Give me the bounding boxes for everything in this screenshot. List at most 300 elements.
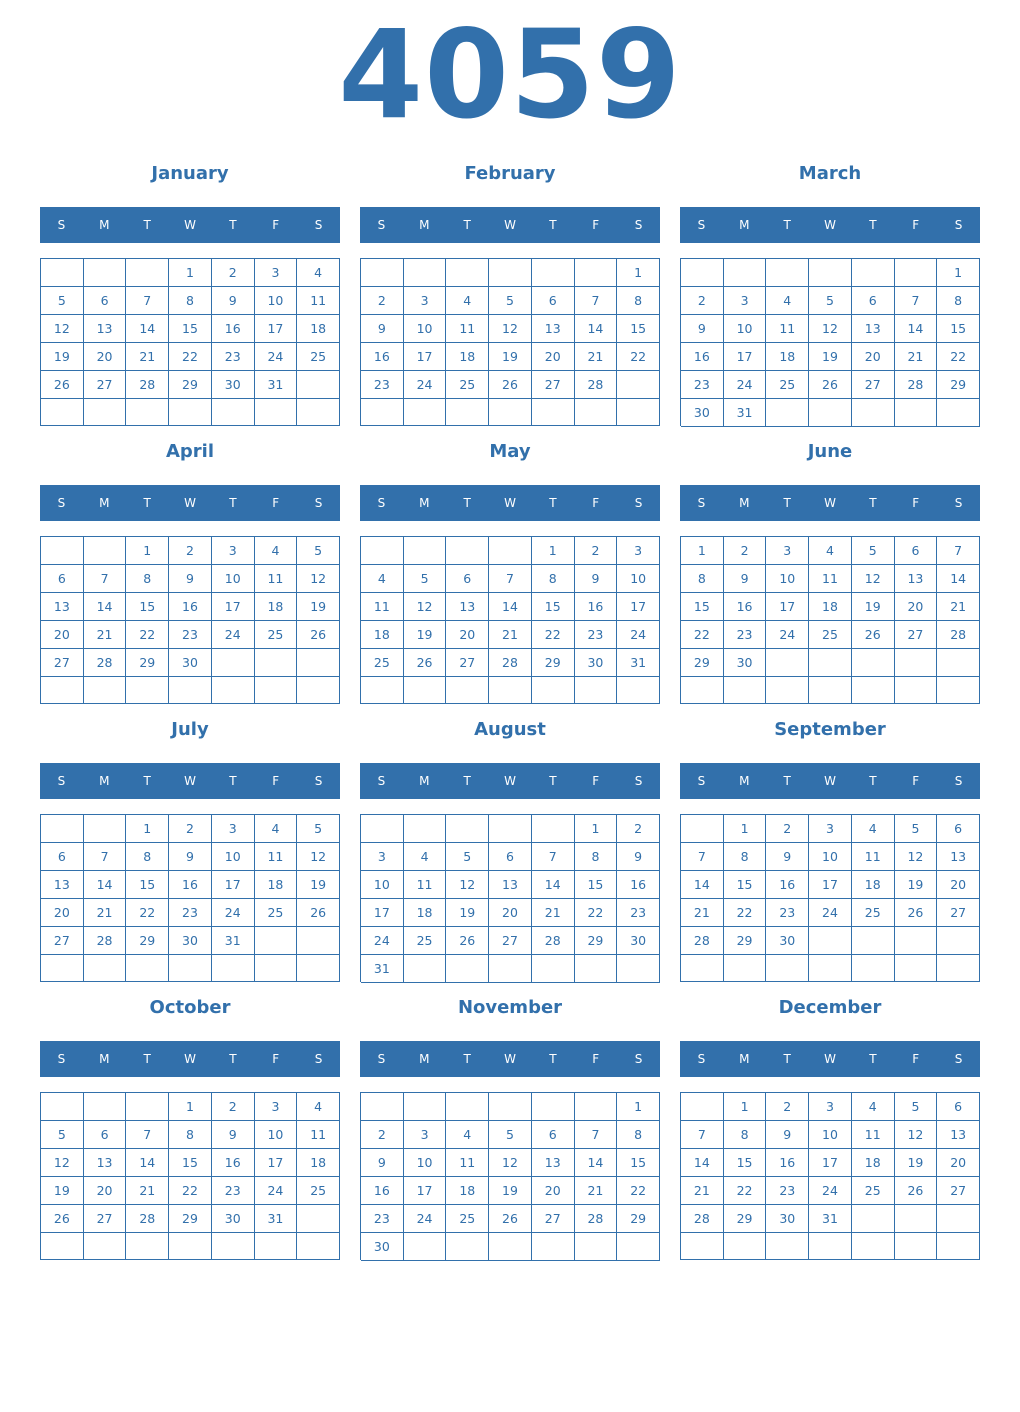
weekday-header: S <box>954 496 963 510</box>
day-cell: 16 <box>212 315 255 343</box>
weekday-header: M <box>99 218 110 232</box>
day-cell: 3 <box>809 1093 852 1121</box>
month-title: October <box>149 997 231 1018</box>
day-cell: 24 <box>404 371 447 399</box>
weekday-header: F <box>912 774 920 788</box>
day-cell: 10 <box>766 565 809 593</box>
weekday-header-row <box>680 763 980 799</box>
day-cell: 8 <box>532 565 575 593</box>
day-cell: 12 <box>809 315 852 343</box>
day-cell: 14 <box>489 593 532 621</box>
day-cell: 1 <box>126 815 169 843</box>
empty-day-cell <box>617 371 660 399</box>
day-cell: 13 <box>852 315 895 343</box>
day-cell: 28 <box>681 927 724 955</box>
empty-day-cell <box>766 677 809 704</box>
weekday-header: M <box>99 1052 110 1066</box>
empty-day-cell <box>489 955 532 983</box>
day-cell: 26 <box>489 371 532 399</box>
empty-day-cell <box>169 955 212 982</box>
empty-day-cell <box>681 955 724 982</box>
empty-day-cell <box>404 677 447 704</box>
day-cell: 4 <box>852 815 895 843</box>
weekday-header: S <box>634 1052 643 1066</box>
day-cell: 5 <box>404 565 447 593</box>
day-cell: 25 <box>255 621 298 649</box>
day-cell: 8 <box>126 565 169 593</box>
day-cell: 20 <box>895 593 938 621</box>
day-cell: 22 <box>126 899 169 927</box>
day-cell: 23 <box>766 1177 809 1205</box>
day-cell: 12 <box>297 565 340 593</box>
empty-day-cell <box>212 955 255 982</box>
day-cell: 4 <box>255 815 298 843</box>
empty-day-cell <box>681 1093 724 1121</box>
weekday-header-row <box>360 1041 660 1077</box>
empty-day-cell <box>766 955 809 982</box>
day-cell: 30 <box>212 1205 255 1233</box>
empty-day-cell <box>895 927 938 955</box>
empty-day-cell <box>895 399 938 427</box>
day-cell: 13 <box>446 593 489 621</box>
empty-day-cell <box>297 1233 340 1260</box>
empty-day-cell <box>532 259 575 287</box>
weekday-header: T <box>463 218 471 232</box>
weekday-header-row <box>40 485 340 521</box>
weekday-header-row <box>40 763 340 799</box>
month-september <box>680 718 980 982</box>
empty-day-cell <box>766 1233 809 1260</box>
day-cell: 22 <box>126 621 169 649</box>
weekday-header: F <box>912 1052 920 1066</box>
weekday-header: T <box>143 774 151 788</box>
day-cell: 20 <box>532 1177 575 1205</box>
day-cell: 19 <box>404 621 447 649</box>
day-cell: 2 <box>169 537 212 565</box>
empty-day-cell <box>446 955 489 983</box>
day-cell: 27 <box>937 1177 980 1205</box>
day-cell: 14 <box>532 871 575 899</box>
empty-day-cell <box>617 1233 660 1261</box>
day-cell: 13 <box>489 871 532 899</box>
empty-day-cell <box>766 259 809 287</box>
day-cell: 8 <box>169 287 212 315</box>
empty-day-cell <box>126 677 169 704</box>
day-cell: 25 <box>446 1205 489 1233</box>
day-cell: 16 <box>724 593 767 621</box>
day-cell: 25 <box>446 371 489 399</box>
weekday-header: T <box>783 774 791 788</box>
day-cell: 7 <box>575 287 618 315</box>
day-cell: 6 <box>84 287 127 315</box>
day-cell: 22 <box>937 343 980 371</box>
weekday-header: F <box>592 496 600 510</box>
day-cell: 10 <box>255 287 298 315</box>
day-cell: 21 <box>937 593 980 621</box>
day-cell: 1 <box>617 259 660 287</box>
day-cell: 21 <box>681 899 724 927</box>
day-cell: 11 <box>255 565 298 593</box>
empty-day-cell <box>446 259 489 287</box>
day-cell: 14 <box>937 565 980 593</box>
empty-day-cell <box>255 649 298 677</box>
day-grid <box>40 1092 340 1260</box>
day-cell: 14 <box>575 1149 618 1177</box>
day-cell: 21 <box>532 899 575 927</box>
day-cell: 16 <box>361 1177 404 1205</box>
empty-day-cell <box>212 399 255 426</box>
weekday-header: T <box>143 218 151 232</box>
day-cell: 10 <box>212 565 255 593</box>
empty-day-cell <box>404 399 447 426</box>
weekday-header: W <box>824 774 836 788</box>
weekday-header: S <box>634 496 643 510</box>
day-cell: 15 <box>126 871 169 899</box>
day-cell: 14 <box>681 871 724 899</box>
day-cell: 23 <box>361 1205 404 1233</box>
month-title: December <box>778 997 882 1018</box>
day-cell: 16 <box>361 343 404 371</box>
empty-day-cell <box>681 259 724 287</box>
weekday-header: W <box>824 496 836 510</box>
empty-day-cell <box>809 259 852 287</box>
day-cell: 24 <box>809 1177 852 1205</box>
day-grid <box>360 1092 660 1260</box>
weekday-header: S <box>57 496 66 510</box>
empty-day-cell <box>895 1205 938 1233</box>
day-cell: 27 <box>895 621 938 649</box>
day-cell: 12 <box>41 1149 84 1177</box>
month-july <box>40 718 340 982</box>
day-cell: 1 <box>575 815 618 843</box>
day-cell: 18 <box>446 1177 489 1205</box>
day-cell: 17 <box>809 871 852 899</box>
day-cell: 29 <box>617 1205 660 1233</box>
empty-day-cell <box>681 815 724 843</box>
weekday-header: T <box>463 774 471 788</box>
empty-day-cell <box>809 399 852 427</box>
weekday-header: F <box>272 496 280 510</box>
day-cell: 22 <box>617 1177 660 1205</box>
day-cell: 5 <box>489 287 532 315</box>
month-december <box>680 996 980 1260</box>
day-cell: 7 <box>84 565 127 593</box>
weekday-header: F <box>592 218 600 232</box>
day-cell: 12 <box>852 565 895 593</box>
day-grid <box>680 258 980 426</box>
weekday-header: T <box>783 496 791 510</box>
day-cell: 20 <box>446 621 489 649</box>
day-cell: 9 <box>617 843 660 871</box>
day-cell: 29 <box>724 927 767 955</box>
weekday-header: T <box>143 1052 151 1066</box>
day-cell: 22 <box>169 343 212 371</box>
empty-day-cell <box>809 649 852 677</box>
day-cell: 27 <box>41 649 84 677</box>
day-cell: 26 <box>404 649 447 677</box>
day-cell: 12 <box>895 843 938 871</box>
day-cell: 12 <box>404 593 447 621</box>
day-cell: 18 <box>809 593 852 621</box>
empty-day-cell <box>255 677 298 704</box>
empty-day-cell <box>361 537 404 565</box>
weekday-header: T <box>229 774 237 788</box>
day-cell: 10 <box>361 871 404 899</box>
day-cell: 10 <box>404 315 447 343</box>
weekday-header-row <box>40 207 340 243</box>
weekday-header: M <box>99 496 110 510</box>
weekday-header: W <box>184 218 196 232</box>
day-cell: 3 <box>809 815 852 843</box>
month-june <box>680 440 980 704</box>
month-title: July <box>171 719 209 740</box>
month-title: January <box>151 163 229 184</box>
day-cell: 29 <box>126 927 169 955</box>
day-cell: 15 <box>937 315 980 343</box>
empty-day-cell <box>404 1093 447 1121</box>
day-cell: 26 <box>446 927 489 955</box>
day-cell: 30 <box>169 927 212 955</box>
day-cell: 13 <box>937 843 980 871</box>
day-cell: 1 <box>937 259 980 287</box>
empty-day-cell <box>84 537 127 565</box>
empty-day-cell <box>361 815 404 843</box>
day-cell: 2 <box>575 537 618 565</box>
day-cell: 15 <box>617 1149 660 1177</box>
day-cell: 25 <box>852 1177 895 1205</box>
day-cell: 21 <box>84 899 127 927</box>
weekday-header: S <box>954 218 963 232</box>
day-cell: 11 <box>255 843 298 871</box>
weekday-header: M <box>419 1052 430 1066</box>
weekday-header: M <box>739 496 750 510</box>
empty-day-cell <box>724 955 767 982</box>
empty-day-cell <box>169 677 212 704</box>
day-cell: 3 <box>617 537 660 565</box>
day-cell: 19 <box>489 343 532 371</box>
month-october <box>40 996 340 1260</box>
weekday-header: W <box>824 218 836 232</box>
weekday-header: S <box>954 774 963 788</box>
day-cell: 11 <box>766 315 809 343</box>
empty-day-cell <box>532 1093 575 1121</box>
empty-day-cell <box>297 927 340 955</box>
empty-day-cell <box>84 1233 127 1260</box>
day-cell: 19 <box>297 593 340 621</box>
empty-day-cell <box>361 259 404 287</box>
day-cell: 14 <box>84 593 127 621</box>
day-cell: 3 <box>404 1121 447 1149</box>
day-cell: 23 <box>212 343 255 371</box>
weekday-header: F <box>912 218 920 232</box>
day-cell: 31 <box>617 649 660 677</box>
empty-day-cell <box>255 927 298 955</box>
day-cell: 19 <box>852 593 895 621</box>
day-grid <box>680 814 980 982</box>
day-cell: 23 <box>617 899 660 927</box>
day-cell: 14 <box>84 871 127 899</box>
empty-day-cell <box>84 677 127 704</box>
day-cell: 11 <box>297 287 340 315</box>
day-cell: 7 <box>937 537 980 565</box>
day-cell: 16 <box>169 593 212 621</box>
weekday-header: M <box>739 774 750 788</box>
day-cell: 5 <box>446 843 489 871</box>
day-cell: 11 <box>404 871 447 899</box>
empty-day-cell <box>84 815 127 843</box>
day-cell: 17 <box>617 593 660 621</box>
day-cell: 8 <box>575 843 618 871</box>
day-cell: 30 <box>575 649 618 677</box>
weekday-header: S <box>634 774 643 788</box>
day-cell: 25 <box>255 899 298 927</box>
empty-day-cell <box>446 399 489 426</box>
weekday-header: S <box>314 774 323 788</box>
day-cell: 29 <box>169 1205 212 1233</box>
month-title: April <box>165 441 215 462</box>
weekday-header: T <box>783 1052 791 1066</box>
weekday-header: T <box>783 218 791 232</box>
weekday-header: T <box>229 1052 237 1066</box>
day-cell: 20 <box>937 871 980 899</box>
day-cell: 13 <box>84 1149 127 1177</box>
day-cell: 22 <box>724 1177 767 1205</box>
weekday-header: T <box>463 496 471 510</box>
day-cell: 17 <box>361 899 404 927</box>
month-title: May <box>489 441 531 462</box>
empty-day-cell <box>41 399 84 426</box>
day-cell: 28 <box>681 1205 724 1233</box>
empty-day-cell <box>41 1093 84 1121</box>
day-cell: 11 <box>852 1121 895 1149</box>
day-cell: 25 <box>809 621 852 649</box>
weekday-header: S <box>377 496 386 510</box>
day-cell: 26 <box>297 621 340 649</box>
empty-day-cell <box>446 537 489 565</box>
empty-day-cell <box>575 1233 618 1261</box>
day-cell: 7 <box>681 843 724 871</box>
day-cell: 18 <box>766 343 809 371</box>
weekday-header: T <box>463 1052 471 1066</box>
day-cell: 20 <box>41 621 84 649</box>
empty-day-cell <box>126 259 169 287</box>
day-cell: 7 <box>84 843 127 871</box>
day-cell: 3 <box>766 537 809 565</box>
day-cell: 26 <box>41 1205 84 1233</box>
day-cell: 9 <box>361 315 404 343</box>
day-cell: 5 <box>809 287 852 315</box>
empty-day-cell <box>297 399 340 426</box>
day-cell: 10 <box>617 565 660 593</box>
day-cell: 30 <box>724 649 767 677</box>
weekday-header: M <box>419 774 430 788</box>
weekday-header-row <box>360 763 660 799</box>
month-february <box>360 162 660 426</box>
day-cell: 22 <box>169 1177 212 1205</box>
day-cell: 23 <box>169 621 212 649</box>
day-cell: 21 <box>126 1177 169 1205</box>
empty-day-cell <box>809 677 852 704</box>
empty-day-cell <box>489 537 532 565</box>
month-title: February <box>464 163 556 184</box>
day-cell: 9 <box>681 315 724 343</box>
empty-day-cell <box>84 955 127 982</box>
empty-day-cell <box>41 537 84 565</box>
day-cell: 15 <box>724 1149 767 1177</box>
day-cell: 20 <box>84 343 127 371</box>
day-cell: 29 <box>681 649 724 677</box>
weekday-header: S <box>954 1052 963 1066</box>
day-cell: 27 <box>532 371 575 399</box>
day-cell: 14 <box>575 315 618 343</box>
day-cell: 21 <box>84 621 127 649</box>
day-cell: 20 <box>532 343 575 371</box>
day-cell: 6 <box>937 1093 980 1121</box>
empty-day-cell <box>532 1233 575 1261</box>
weekday-header: F <box>592 1052 600 1066</box>
day-cell: 14 <box>126 1149 169 1177</box>
empty-day-cell <box>895 677 938 704</box>
empty-day-cell <box>84 399 127 426</box>
empty-day-cell <box>809 955 852 982</box>
day-cell: 4 <box>404 843 447 871</box>
day-cell: 16 <box>766 1149 809 1177</box>
day-cell: 14 <box>681 1149 724 1177</box>
day-cell: 8 <box>724 843 767 871</box>
empty-day-cell <box>212 1233 255 1260</box>
day-cell: 23 <box>212 1177 255 1205</box>
day-cell: 7 <box>126 287 169 315</box>
day-cell: 26 <box>809 371 852 399</box>
day-cell: 19 <box>297 871 340 899</box>
day-cell: 27 <box>84 371 127 399</box>
empty-day-cell <box>404 537 447 565</box>
empty-day-cell <box>126 1233 169 1260</box>
day-cell: 1 <box>724 815 767 843</box>
weekday-header: T <box>549 1052 557 1066</box>
day-cell: 18 <box>446 343 489 371</box>
month-november <box>360 996 660 1260</box>
month-title: September <box>774 719 886 740</box>
empty-day-cell <box>212 649 255 677</box>
day-cell: 28 <box>84 927 127 955</box>
day-cell: 31 <box>809 1205 852 1233</box>
weekday-header: S <box>697 496 706 510</box>
empty-day-cell <box>489 677 532 704</box>
day-cell: 25 <box>297 343 340 371</box>
empty-day-cell <box>937 399 980 427</box>
weekday-header: S <box>697 1052 706 1066</box>
day-cell: 18 <box>852 871 895 899</box>
day-cell: 21 <box>681 1177 724 1205</box>
day-cell: 30 <box>766 927 809 955</box>
day-cell: 13 <box>532 1149 575 1177</box>
day-cell: 9 <box>169 843 212 871</box>
day-cell: 31 <box>212 927 255 955</box>
day-cell: 8 <box>617 287 660 315</box>
empty-day-cell <box>404 259 447 287</box>
day-cell: 26 <box>41 371 84 399</box>
day-cell: 29 <box>169 371 212 399</box>
day-cell: 29 <box>937 371 980 399</box>
day-cell: 28 <box>126 1205 169 1233</box>
empty-day-cell <box>937 1205 980 1233</box>
empty-day-cell <box>724 677 767 704</box>
day-cell: 20 <box>84 1177 127 1205</box>
day-cell: 4 <box>361 565 404 593</box>
empty-day-cell <box>852 1205 895 1233</box>
day-cell: 20 <box>489 899 532 927</box>
